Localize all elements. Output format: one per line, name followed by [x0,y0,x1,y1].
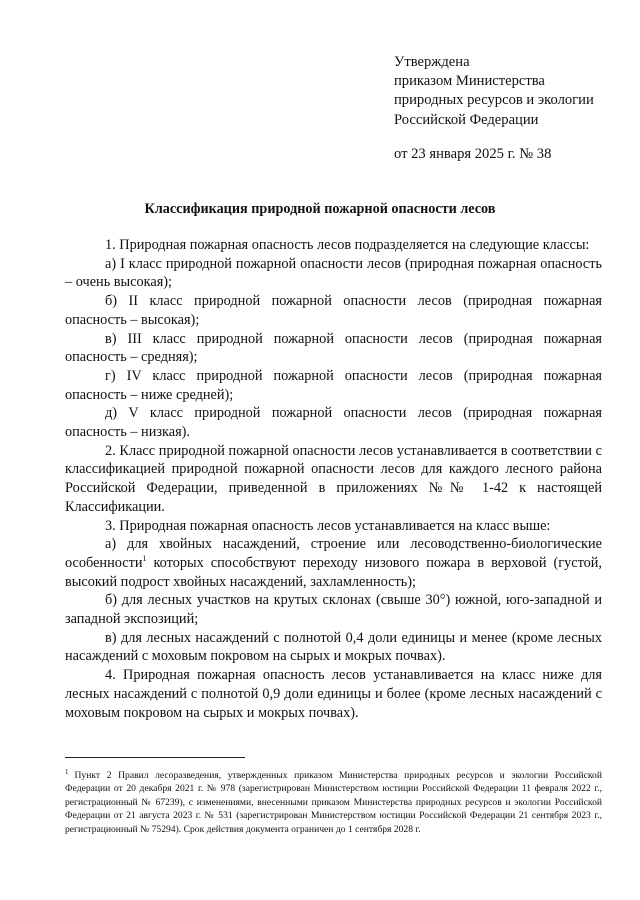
paragraph: б) II класс природной пожарной опасности лесов (природная пожарная опасность – высокая); [65,293,602,328]
paragraph: г) IV класс природной пожарной опасности лесов (природная пожарная опасность – ниже средней); [65,367,602,403]
approval-line: Утверждена [394,54,470,70]
footnote-text: Пункт 2 Правил лесоразведения, утвержденных приказом Министерства природных ресурсов и экологии Российской Федерации от 20 декабря 2021 г. № 978 (зарегистрирован Министерством юстиции Российской Федерации 11 февраля 2022 г., регистрационный № 67239), с изменениями, внесенными приказом Министерства природных ресурсов и экологии Российской Федерации от 21 августа 2023 г. № 531 (зарегистрирован Министерством юстиции Российской Федерации 21 сентября 2023 г., регистрационный № 75294). Срок действия документа ограничен до 1 сентября 2028 г. [65,770,602,835]
paragraph: а) I класс природной пожарной опасности лесов (природная пожарная опасность – очень высокая); [65,255,602,291]
footnote-divider [65,757,245,758]
paragraph: д) V класс природной пожарной опасности лесов (природная пожарная опасность – низкая). [65,405,602,441]
document-body [65,236,602,722]
document-title: Классификация природной пожарной опасности лесов [144,201,496,217]
paragraph: 4. Природная пожарная опасность лесов устанавливается на класс ниже для лесных насаждений с полнотой 0,9 доли единицы и более (кроме лесных насаждений с моховым покровом на сырых и мокрых почвах). [65,667,602,721]
paragraph-with-footnote [65,535,602,591]
footnote-mark: 1 [65,768,69,776]
approval-date: от 23 января 2025 г. № 38 [394,145,552,162]
approval-line: Российской Федерации [394,111,539,128]
approval-line: приказом Министерства [394,73,545,90]
footnote-reference[interactable]: 1 [142,553,147,563]
paragraph: 1. Природная пожарная опасность лесов подразделяется на следующие классы: [105,237,590,253]
paragraph: 2. Класс природной пожарной опасности лесов устанавливается в соответствии с классификацией природной пожарной опасности лесов для каждого лесного района Российской Федерации, приведенной в приложениях №№ 1-42 к настоящей Классификации. [65,442,602,515]
paragraph-text: а) для хвойных насаждений, строение или лесоводственно-биологические особенности [65,536,602,571]
approval-block [394,53,624,164]
paragraph: в) для лесных насаждений с полнотой 0,4 доли единицы и менее (кроме лесных насаждений с моховым покровом на сырых и мокрых почвах). [65,629,602,665]
paragraph: 3. Природная пожарная опасность лесов устанавливается на класс выше: [105,517,551,534]
footnote [65,766,602,836]
approval-line: природных ресурсов и экологии [394,92,594,109]
paragraph-text: которых способствуют переходу низового пожара в верховой (густой, высокий подрост хвойных насаждений, захламленность); [65,554,602,590]
paragraph: б) для лесных участков на крутых склонах (свыше 30°) южной, юго-западной и западной экспозиций; [65,592,602,628]
paragraph: в) III класс природной пожарной опасности лесов (природная пожарная опасность – средняя); [65,330,602,366]
